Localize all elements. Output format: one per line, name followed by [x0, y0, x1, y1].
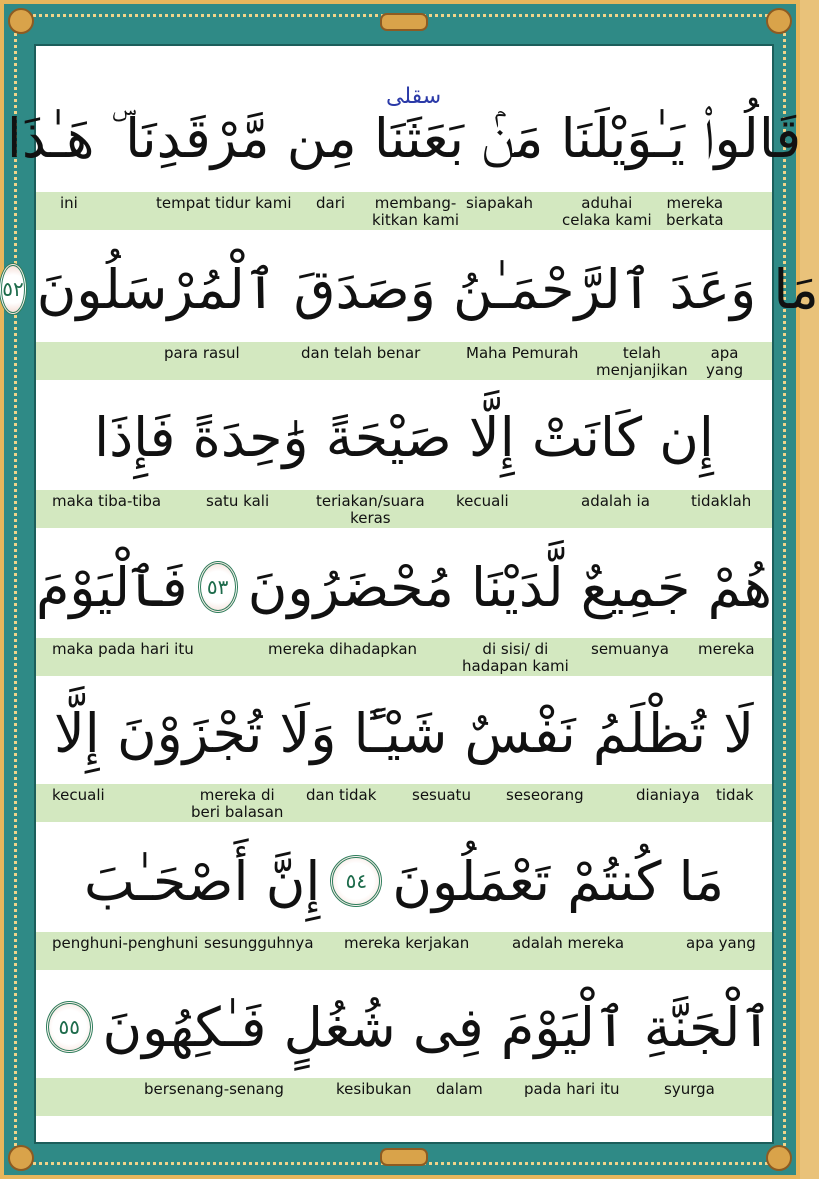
corner-ornament-icon — [8, 1145, 34, 1171]
word-translation: membang- kitkan kami — [372, 194, 460, 229]
translation-band-6 — [36, 932, 772, 970]
word-translation: maka tiba-tiba — [52, 492, 162, 510]
word-translation: dianiaya — [636, 786, 700, 804]
translation-band-1 — [36, 192, 772, 230]
verse-line-1 — [6, 84, 802, 194]
word-translation: mereka berkata — [666, 194, 724, 229]
word-translation: tempat tidur kami — [156, 194, 292, 212]
stop-sign-mark: س — [422, 84, 442, 109]
word-translation: siapakah — [466, 194, 534, 212]
word-translation: pada hari itu — [524, 1080, 620, 1098]
verse-line-3 — [36, 382, 772, 492]
arabic-text: فَٱلْيَوْمَ — [36, 555, 188, 619]
word-translation: maka pada hari itu — [52, 640, 194, 658]
word-translation: satu kali — [206, 492, 270, 510]
translation-band-7 — [36, 1078, 772, 1116]
word-translation: teriakan/suara keras — [316, 492, 425, 527]
word-translation: dari — [316, 194, 346, 212]
word-translation: seseorang — [506, 786, 584, 804]
word-translation: syurga — [664, 1080, 715, 1098]
word-translation: adalah mereka — [512, 934, 625, 952]
word-translation: mereka dihadapkan — [268, 640, 418, 658]
word-translation: di sisi/ di hadapan kami — [462, 640, 569, 675]
word-translation: tidak — [716, 786, 754, 804]
word-translation: penghuni-penghuni — [52, 934, 199, 952]
word-translation: kecuali — [52, 786, 105, 804]
word-translation: para rasul — [164, 344, 240, 362]
word-translation: sesuatu — [412, 786, 471, 804]
word-translation: mereka — [698, 640, 755, 658]
mushaf-page — [2, 44, 819, 1144]
top-ornament-icon — [380, 13, 428, 31]
word-translation: mereka di beri balasan — [191, 786, 284, 821]
word-translation: adalah ia — [581, 492, 650, 510]
arabic-text: مَا كُنتُمْ تَعْمَلُونَ — [392, 849, 725, 913]
ayah-number-badge: ٥٥ — [46, 1001, 93, 1053]
stop-sign: قلى — [386, 84, 423, 109]
word-translation: dan telah benar — [301, 344, 421, 362]
arabic-text: قَالُوا۟ يَـٰوَيْلَنَا مَنۢ بَعَثَنَا مِن مَّرْقَدِنَا ۜ هَـٰذَا — [6, 107, 802, 170]
word-translation: aduhai celaka kami — [562, 194, 652, 229]
arabic-text: لَا تُظْلَمُ نَفْسٌ شَيْـًٔا وَلَا تُجْزَوْنَ إِلَّا — [53, 701, 755, 765]
translation-band-5 — [36, 784, 772, 822]
arabic-text: إِنَّ أَصْحَـٰبَ — [83, 849, 321, 913]
verse-line-7 — [36, 972, 772, 1082]
corner-ornament-icon — [766, 8, 792, 34]
word-translation: dalam — [436, 1080, 483, 1098]
verse-line-6 — [36, 826, 772, 936]
ayah-number-badge: ٥٣ — [198, 561, 238, 613]
word-translation: mereka kerjakan — [344, 934, 470, 952]
word-translation: bersenang-senang — [144, 1080, 284, 1098]
arabic-text: مَا وَعَدَ ٱلرَّحْمَـٰنُ وَصَدَقَ ٱلْمُرْسَلُونَ — [36, 257, 819, 321]
verse-line-2 — [2, 234, 819, 344]
word-translation: semuanya — [591, 640, 669, 658]
word-translation: kecuali — [456, 492, 509, 510]
translation-band-2 — [36, 342, 772, 380]
word-translation: tidaklah — [691, 492, 752, 510]
corner-ornament-icon — [766, 1145, 792, 1171]
translation-band-4 — [36, 638, 772, 676]
word-translation: dan tidak — [306, 786, 377, 804]
word-translation: apa yang — [706, 344, 744, 379]
arabic-text: إِن كَانَتْ إِلَّا صَيْحَةً وَٰحِدَةً فَإِذَا — [94, 405, 714, 469]
word-translation: apa yang — [686, 934, 756, 952]
translation-band-3 — [36, 490, 772, 528]
verse-line-5 — [36, 678, 772, 788]
verse-line-4 — [36, 532, 772, 642]
arabic-text: ٱلْجَنَّةِ ٱلْيَوْمَ فِى شُغُلٍ فَـٰكِهُونَ — [102, 995, 772, 1059]
word-translation: ini — [60, 194, 78, 212]
arabic-text: هُمْ جَمِيعٌ لَّدَيْنَا مُحْضَرُونَ — [247, 555, 772, 619]
word-translation: kesibukan — [336, 1080, 412, 1098]
word-translation: sesungguhnya — [204, 934, 314, 952]
word-translation: telah menjanjikan — [596, 344, 688, 379]
corner-ornament-icon — [8, 8, 34, 34]
bottom-ornament-icon — [380, 1148, 428, 1166]
ayah-number-badge: ٥٢ — [0, 263, 27, 315]
word-translation: Maha Pemurah — [466, 344, 579, 362]
ayah-number-badge: ٥٤ — [330, 855, 382, 907]
